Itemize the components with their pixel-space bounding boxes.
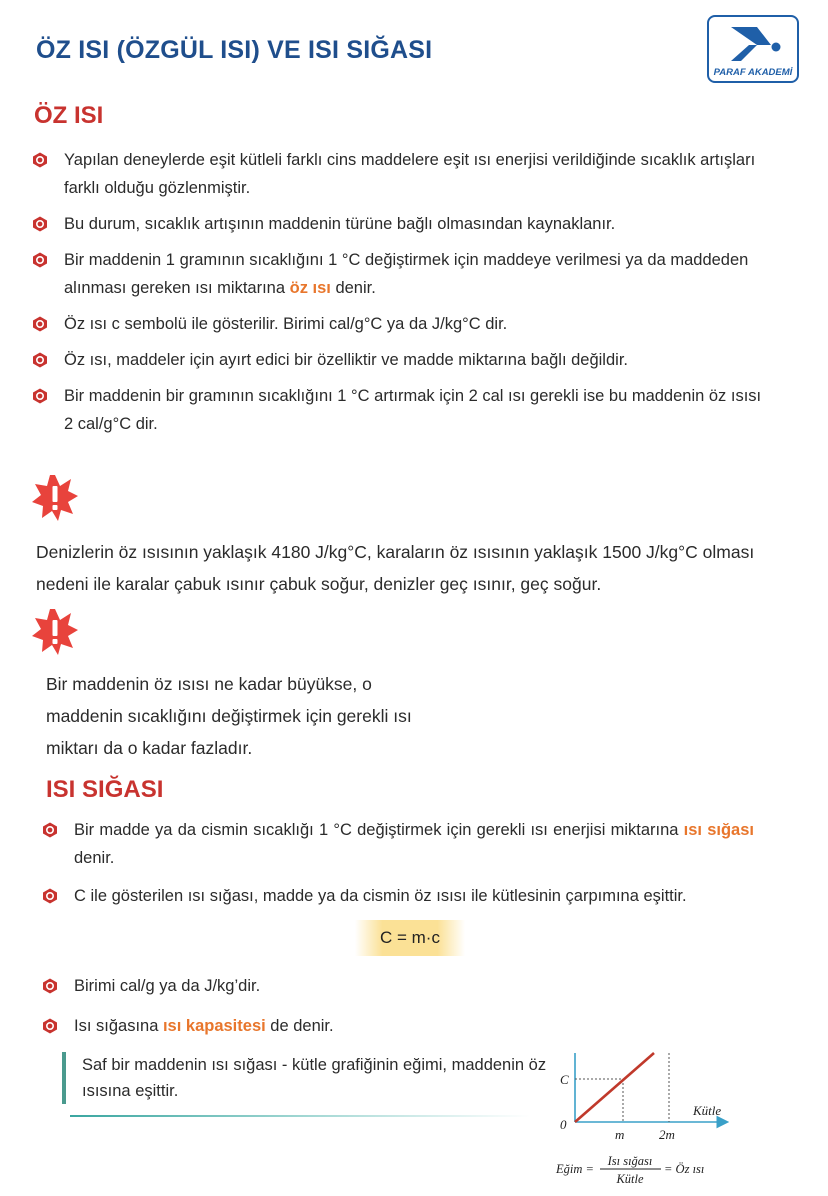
section-heading-oz-isi: ÖZ ISI	[34, 102, 104, 129]
equation-denominator: Kütle	[616, 1172, 644, 1186]
bullet-text: Öz ısı c sembolü ile gösterilir. Birimi cal/g°C ya da J/kg°C dir.	[64, 315, 508, 333]
bullet-text: Bu durum, sıcaklık artışının maddenin türüne bağlı olmasından kaynaklanır.	[64, 215, 616, 233]
bullet-icon	[42, 822, 58, 838]
bullet-text: C ile gösterilen ısı sığası, madde ya da cismin öz ısısı ile kütlesinin çarpımına eşittir.	[74, 887, 687, 905]
bullet-item	[34, 382, 764, 438]
heat-capacity-mass-graph	[548, 1048, 738, 1188]
bullet-item	[44, 816, 754, 872]
highlight-term-isi-kapasitesi: ısı kapasitesi	[162, 1017, 266, 1035]
warning-burst-icon	[31, 608, 79, 656]
bullet-text: Bir madde ya da cismin sıcaklığı 1 °C değiştirmek için gerekli ısı enerjisi miktarına	[74, 821, 684, 839]
warning-text-2: Bir maddenin öz ısısı ne kadar büyükse, o maddenin sıcaklığını değiştirmek için gerekli ısı miktarı da o kadar fazladır.	[46, 674, 412, 758]
bullet-item	[34, 246, 764, 302]
bullet-text-end: denir.	[330, 279, 376, 297]
info-note: Saf bir maddenin ısı sığası - kütle grafiğinin eğimi, maddenin öz ısısına eşittir.	[62, 1052, 552, 1104]
bullet-text: Isı sığasına	[74, 1017, 163, 1035]
bullet-text-end: de denir.	[265, 1017, 334, 1035]
bullet-text: Birimi cal/g ya da J/kg’dir.	[74, 977, 261, 995]
bullet-text-end: denir.	[74, 849, 115, 867]
paraf-logo-icon	[727, 23, 783, 63]
highlight-term-oz-isi: öz ısı	[289, 279, 331, 297]
bullet-item	[34, 310, 764, 338]
x-axis-label: Kütle	[693, 1103, 722, 1118]
bullet-icon	[42, 978, 58, 994]
highlight-term-isi-sigasi: ısı sığası	[683, 821, 754, 839]
bullet-item	[44, 882, 754, 910]
equation-lhs: Eğim =	[556, 1162, 594, 1176]
bullet-icon	[32, 152, 48, 168]
bullet-text: Öz ısı, maddeler için ayırt edici bir özelliktir ve madde miktarına bağlı değildir.	[64, 351, 628, 369]
bullet-text: Yapılan deneylerde eşit kütleli farklı cins maddelere eşit ısı enerjisi verildiğinde sıcaklık artışları farklı olduğu gözlenmiştir.	[64, 151, 756, 197]
formula-box: C = m·c	[355, 920, 465, 956]
oz-isi-bullet-list	[34, 146, 764, 446]
graph-line	[575, 1053, 654, 1122]
logo-text: PARAF AKADEMİ	[713, 67, 793, 78]
origin-label: 0	[560, 1117, 567, 1132]
isi-sigasi-bullet-list-top	[44, 816, 754, 918]
bullet-item	[34, 146, 764, 202]
bullet-text: Bir maddenin bir gramının sıcaklığını 1 °C artırmak için 2 cal ısı gerekli ise bu maddenin öz ısısı 2 cal/g°C dir.	[64, 387, 762, 433]
bullet-item	[44, 972, 754, 1000]
warning-burst-icon	[31, 474, 79, 522]
equation-numerator: Isı sığası	[607, 1154, 653, 1168]
isi-sigasi-bullet-list-bottom	[44, 972, 754, 1048]
bullet-icon	[42, 888, 58, 904]
x-tick-label: m	[615, 1127, 625, 1142]
bullet-item	[44, 1012, 754, 1040]
bullet-item	[34, 346, 764, 374]
note-underline	[70, 1115, 530, 1117]
section-heading-isi-sigasi: ISI SIĞASI	[46, 776, 164, 803]
warning-text-1: Denizlerin öz ısısının yaklaşık 4180 J/kg°C, karaların öz ısısının yaklaşık 1500 J/kg°C olması nedeni ile karalar çabuk ısınır çabuk soğur, denizler geç ısınır, geç soğur.	[36, 542, 755, 594]
y-axis-label: C	[560, 1072, 569, 1087]
bullet-item	[34, 210, 764, 238]
x-tick-label: 2m	[659, 1127, 675, 1142]
bullet-icon	[32, 352, 48, 368]
bullet-icon	[32, 388, 48, 404]
bullet-icon	[42, 1018, 58, 1034]
bullet-icon	[32, 252, 48, 268]
bullet-icon	[32, 216, 48, 232]
brand-logo	[707, 15, 799, 83]
page-title: ÖZ ISI (ÖZGÜL ISI) VE ISI SIĞASI	[36, 36, 433, 64]
bullet-text: Bir maddenin 1 gramının sıcaklığını 1 °C değiştirmek için maddeye verilmesi ya da maddeden alınması gereken ısı miktarına	[64, 251, 749, 297]
equation-rhs: = Öz ısı	[664, 1162, 705, 1176]
bullet-icon	[32, 316, 48, 332]
